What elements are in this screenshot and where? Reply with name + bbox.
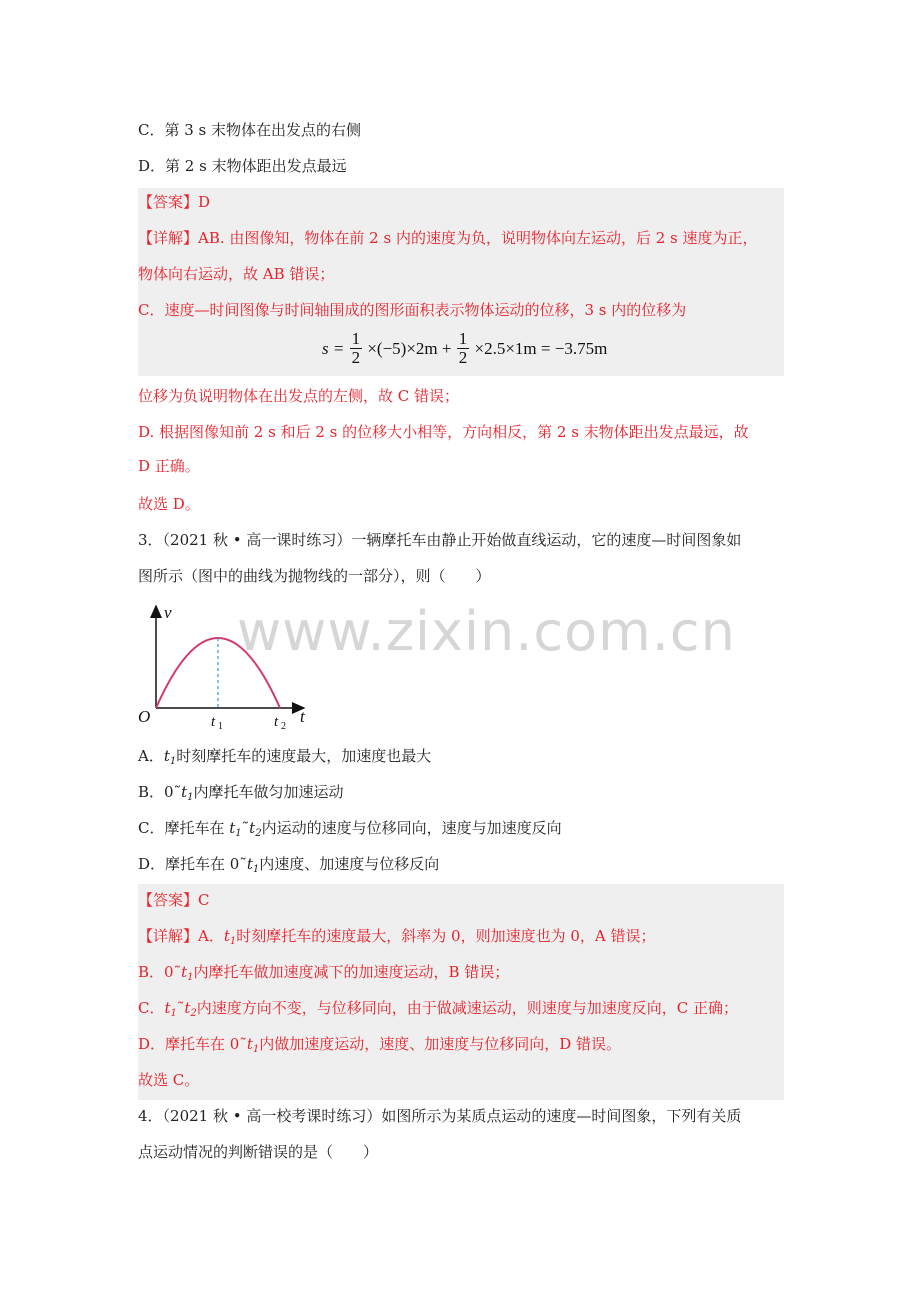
explanation-line: B．$0˜t_1$内摩托车做加速度减下的加速度运动，B 错误； bbox=[138, 963, 510, 983]
tick-label-t1: t bbox=[211, 714, 216, 730]
question-3-stem: 3．（2021 秋 • 高一课时练习）一辆摩托车由静止开始做直线运动，它的速度—时间图象如 bbox=[138, 531, 742, 549]
tick-sub-2: 2 bbox=[281, 721, 286, 732]
option-c: C．摩托车在 $t_1˜t_2$内运动的速度与位移同向，速度与加速度反向 bbox=[138, 819, 562, 839]
answer-box-q3 bbox=[138, 884, 784, 1100]
tick-label-t2: t bbox=[274, 714, 279, 730]
formula-term: ×2.5×1m = −3.75m bbox=[474, 338, 608, 358]
detail-line: 位移为负说明物体在出发点的左侧，故 C 错误； bbox=[138, 387, 460, 405]
axis-label-t: t bbox=[300, 707, 305, 726]
formula-term: ×(−5)×2m + bbox=[367, 338, 452, 358]
axis-label-v: v bbox=[164, 603, 172, 622]
option-b: B．$0˜t_1$内摩托车做匀加速运动 bbox=[138, 783, 344, 803]
option-d: D．第 2 s 末物体距出发点最远 bbox=[138, 157, 347, 175]
answer-label-q2: 【答案】D bbox=[138, 193, 211, 211]
origin-label: O bbox=[138, 707, 151, 726]
question-4-stem: 4．（2021 秋 • 高一校考课时练习）如图所示为某质点运动的速度—时间图象，下列有关质 bbox=[138, 1107, 742, 1125]
displacement-formula bbox=[322, 330, 607, 367]
watermark: www.zixin.com.cn bbox=[237, 600, 736, 663]
detail-line: 物体向右运动，故 AB 错误； bbox=[138, 265, 335, 283]
conclusion-q3: 故选 C。 bbox=[138, 1071, 200, 1089]
detail-line: D 正确。 bbox=[138, 457, 200, 475]
tick-sub-1: 1 bbox=[218, 721, 223, 732]
detail-line: 【详解】AB. 由图像知，物体在前 2 s 内的速度为负，说明物体向左运动，后 2 s 速度为正， bbox=[138, 229, 758, 247]
detail-line: D. 根据图像知前 2 s 和后 2 s 的位移大小相等，方向相反，第 2 s 末物体距出发点最远，故 bbox=[138, 423, 749, 441]
explanation-line: 【详解】A．$t_1$时刻摩托车的速度最大，斜率为 0，则加速度也为 0，A 错误； bbox=[138, 927, 656, 947]
formula-lhs: s = bbox=[322, 338, 345, 358]
question-3-stem: 图所示（图中的曲线为抛物线的一部分），则（ ） bbox=[138, 567, 491, 585]
detail-line: C．速度—时间图像与时间轴围成的图形面积表示物体运动的位移，3 s 内的位移为 bbox=[138, 301, 687, 319]
fraction-half: $\frac{1}{2}$ bbox=[458, 329, 468, 367]
option-c: C．第 3 s 末物体在出发点的右侧 bbox=[138, 121, 362, 139]
question-4-stem: 点运动情况的判断错误的是（ ） bbox=[138, 1143, 379, 1161]
conclusion-q2: 故选 D。 bbox=[138, 495, 200, 513]
answer-label-q3: 【答案】C bbox=[138, 891, 210, 909]
option-a: A．$t_1$时刻摩托车的速度最大，加速度也最大 bbox=[138, 747, 432, 767]
explanation-line: C．$t_1˜t_2$内速度方向不变，与位移同向，由于做减速运动，则速度与加速度反向，C 正确； bbox=[138, 999, 739, 1019]
explanation-line: D．摩托车在 $0˜t_1$内做加速度运动，速度、加速度与位移同向，D 错误。 bbox=[138, 1035, 622, 1055]
option-d: D．摩托车在 $0˜t_1$内速度、加速度与位移反向 bbox=[138, 855, 440, 875]
fraction-half: $\frac{1}{2}$ bbox=[351, 329, 361, 367]
